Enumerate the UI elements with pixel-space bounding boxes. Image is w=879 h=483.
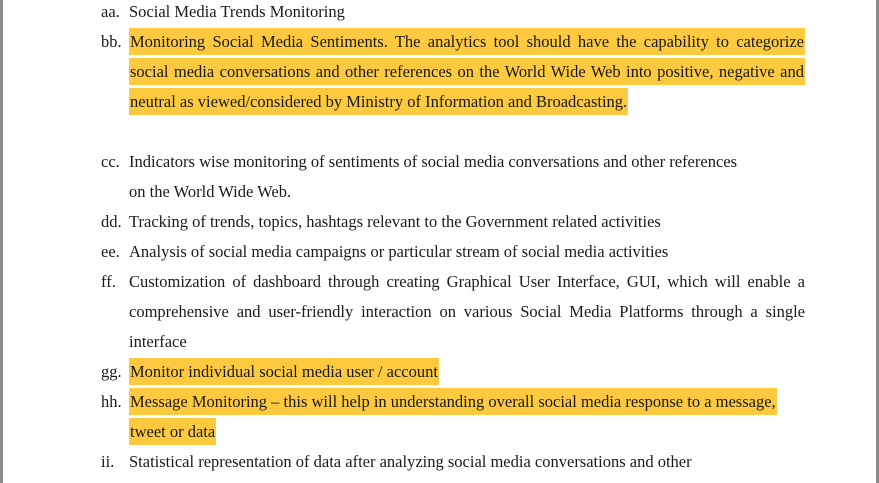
list-item-text (129, 147, 739, 207)
list-item-text (129, 357, 805, 387)
list-item-text-content: Tracking of trends, topics, hashtags relevant to the Government related activities (129, 212, 661, 231)
list-item-text (129, 27, 805, 117)
list-item-text-content: Statistical representation of data after analyzing social media conversations and other (129, 452, 692, 471)
list-item-label: bb. (101, 32, 122, 51)
list-item-text-content: Social Media Trends Monitoring (129, 2, 345, 21)
list-item-label: ee. (101, 242, 120, 261)
list-item-text-content: Analysis of social media campaigns or particular stream of social media activities (129, 242, 669, 261)
list-item-text-content: Customization of dashboard through creating Graphical User Interface, GUI, which will enable a comprehensive and user-friendly interaction on various Social Media Platforms through a single interface (129, 272, 805, 351)
list-item-label: hh. (101, 392, 122, 411)
list-item-text (129, 0, 805, 27)
list-item-text (129, 447, 805, 477)
highlighted-text: Monitoring Social Media Sentiments. The analytics tool should have the capability to categorize social media conversations and other references on the World Wide Web into positive, negative and neutral as viewed/considered by Ministry of Information and Broadcasting. (129, 28, 805, 115)
list-item-label: cc. (101, 152, 120, 171)
list-item-label: gg. (101, 362, 122, 381)
list-item-text (129, 207, 805, 237)
list-item-text (129, 387, 779, 447)
highlighted-text: Monitor individual social media user / account (129, 358, 439, 385)
list-item-label: ii. (101, 452, 115, 471)
list-item-text (129, 237, 805, 267)
list-item-text (129, 267, 805, 357)
list-item-text-content: Indicators wise monitoring of sentiments of social media conversations and other references on the World Wide Web. (129, 152, 738, 201)
highlighted-text: Message Monitoring – this will help in understanding overall social media response to a message, tweet or data (129, 388, 777, 445)
list-item-label: ff. (101, 272, 116, 291)
list-item-label: dd. (101, 212, 122, 231)
list-item-label: aa. (101, 2, 120, 21)
